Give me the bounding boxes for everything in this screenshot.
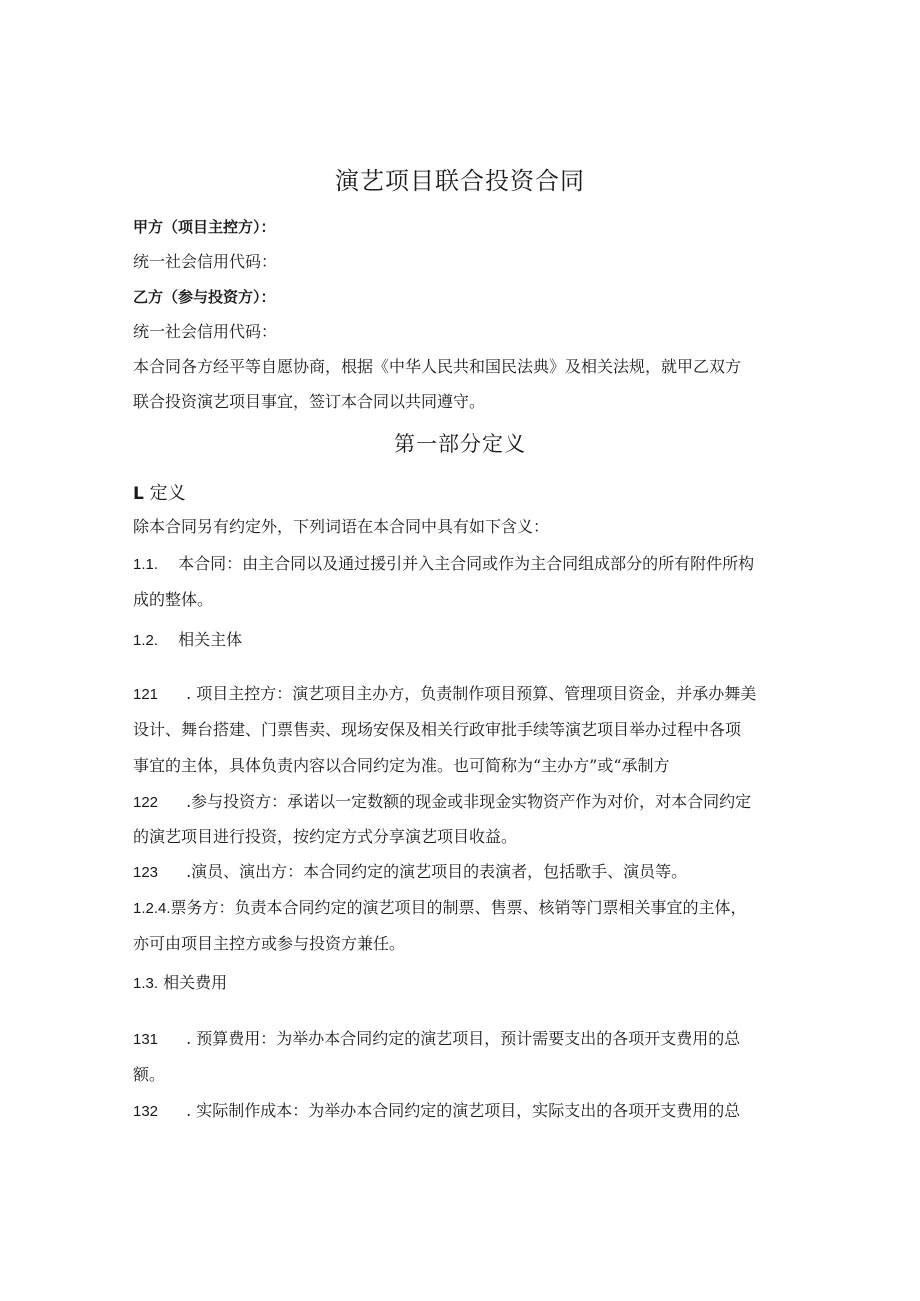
item-124-line-1 <box>133 898 747 919</box>
item-123 <box>133 862 687 883</box>
item-121-number: 121 <box>133 686 159 703</box>
item-132-line-1 <box>133 1101 740 1122</box>
preamble-line-2: 联合投资演艺项目事宜，签订本合同以共同遵守。 <box>133 392 486 411</box>
item-1-1-line-1 <box>133 554 754 575</box>
item-122-line-1 <box>133 792 751 813</box>
item-122-line-2: 的演艺项目进行投资，按约定方式分享演艺项目收益。 <box>133 827 518 846</box>
party-a-label: 甲方（项目主控方）： <box>133 218 276 236</box>
item-121-line-2: 设计、舞台搭建、门票售卖、现场安保及相关行政审批手续等演艺项目举办过程中各项 <box>133 720 742 739</box>
item-131-number: 131 <box>133 1031 159 1048</box>
item-124-text: 票务方：负责本合同约定的演艺项目的制票、售票、核销等门票相关事宜的主体， <box>170 898 747 917</box>
item-122-text: .参与投资方：承诺以一定数额的现金或非现金实物资产作为对价，对本合同约定 <box>186 792 752 811</box>
item-123-text: .演员、演出方：本合同约定的演艺项目的表演者，包括歌手、演员等。 <box>186 862 688 881</box>
item-132-text: . 实际制作成本：为举办本合同约定的演艺项目，实际支出的各项开支费用的总 <box>186 1101 741 1120</box>
definition-heading-text: 定义 <box>149 483 186 504</box>
item-1-1-text: 本合同：由主合同以及通过援引并入主合同或作为主合同组成部分的所有附件所构 <box>178 554 755 573</box>
document-title: 演艺项目联合投资合同 <box>335 167 585 195</box>
item-131-line-2: 额。 <box>133 1065 166 1084</box>
item-124-number: 1.2.4. <box>133 900 171 917</box>
item-1-3 <box>133 973 227 994</box>
item-121-text: . 项目主控方：演艺项目主办方，负责制作项目预算、管理项目资金，并承办舞美 <box>186 684 757 703</box>
item-124-line-2: 亦可由项目主控方或参与投资方兼任。 <box>133 934 406 953</box>
item-132-number: 132 <box>133 1103 159 1120</box>
item-1-1-line-2: 成的整体。 <box>133 590 214 609</box>
party-b-credit-code: 统一社会信用代码： <box>133 322 278 341</box>
item-123-number: 123 <box>133 864 159 881</box>
party-b-label: 乙方（参与投资方）： <box>133 288 276 306</box>
item-1-3-text: 相关费用 <box>163 973 228 992</box>
item-121-line-1 <box>133 684 756 705</box>
item-121-line-3: 事宜的主体，具体负责内容以合同约定为准。也可简称为“主办方”或“承制方 <box>133 756 670 775</box>
item-122-number: 122 <box>133 794 159 811</box>
definition-heading <box>133 483 186 505</box>
item-1-2 <box>133 630 242 651</box>
item-1-3-number: 1.3. <box>133 975 159 992</box>
item-1-1-number: 1.1. <box>133 556 159 573</box>
item-1-2-text: 相关主体 <box>178 630 243 649</box>
item-1-2-number: 1.2. <box>133 632 159 649</box>
definition-intro: 除本合同另有约定外，下列词语在本合同中具有如下含义： <box>133 517 550 536</box>
item-131-line-1 <box>133 1029 740 1050</box>
part-one-title: 第一部分定义 <box>394 432 526 456</box>
party-a-credit-code: 统一社会信用代码： <box>133 252 278 271</box>
preamble-line-1: 本合同各方经平等自愿协商，根据《中华人民共和国民法典》及相关法规，就甲乙双方 <box>133 357 742 376</box>
definition-heading-number: L <box>133 484 144 504</box>
item-131-text: . 预算费用：为举办本合同约定的演艺项目，预计需要支出的各项开支费用的总 <box>186 1029 741 1048</box>
